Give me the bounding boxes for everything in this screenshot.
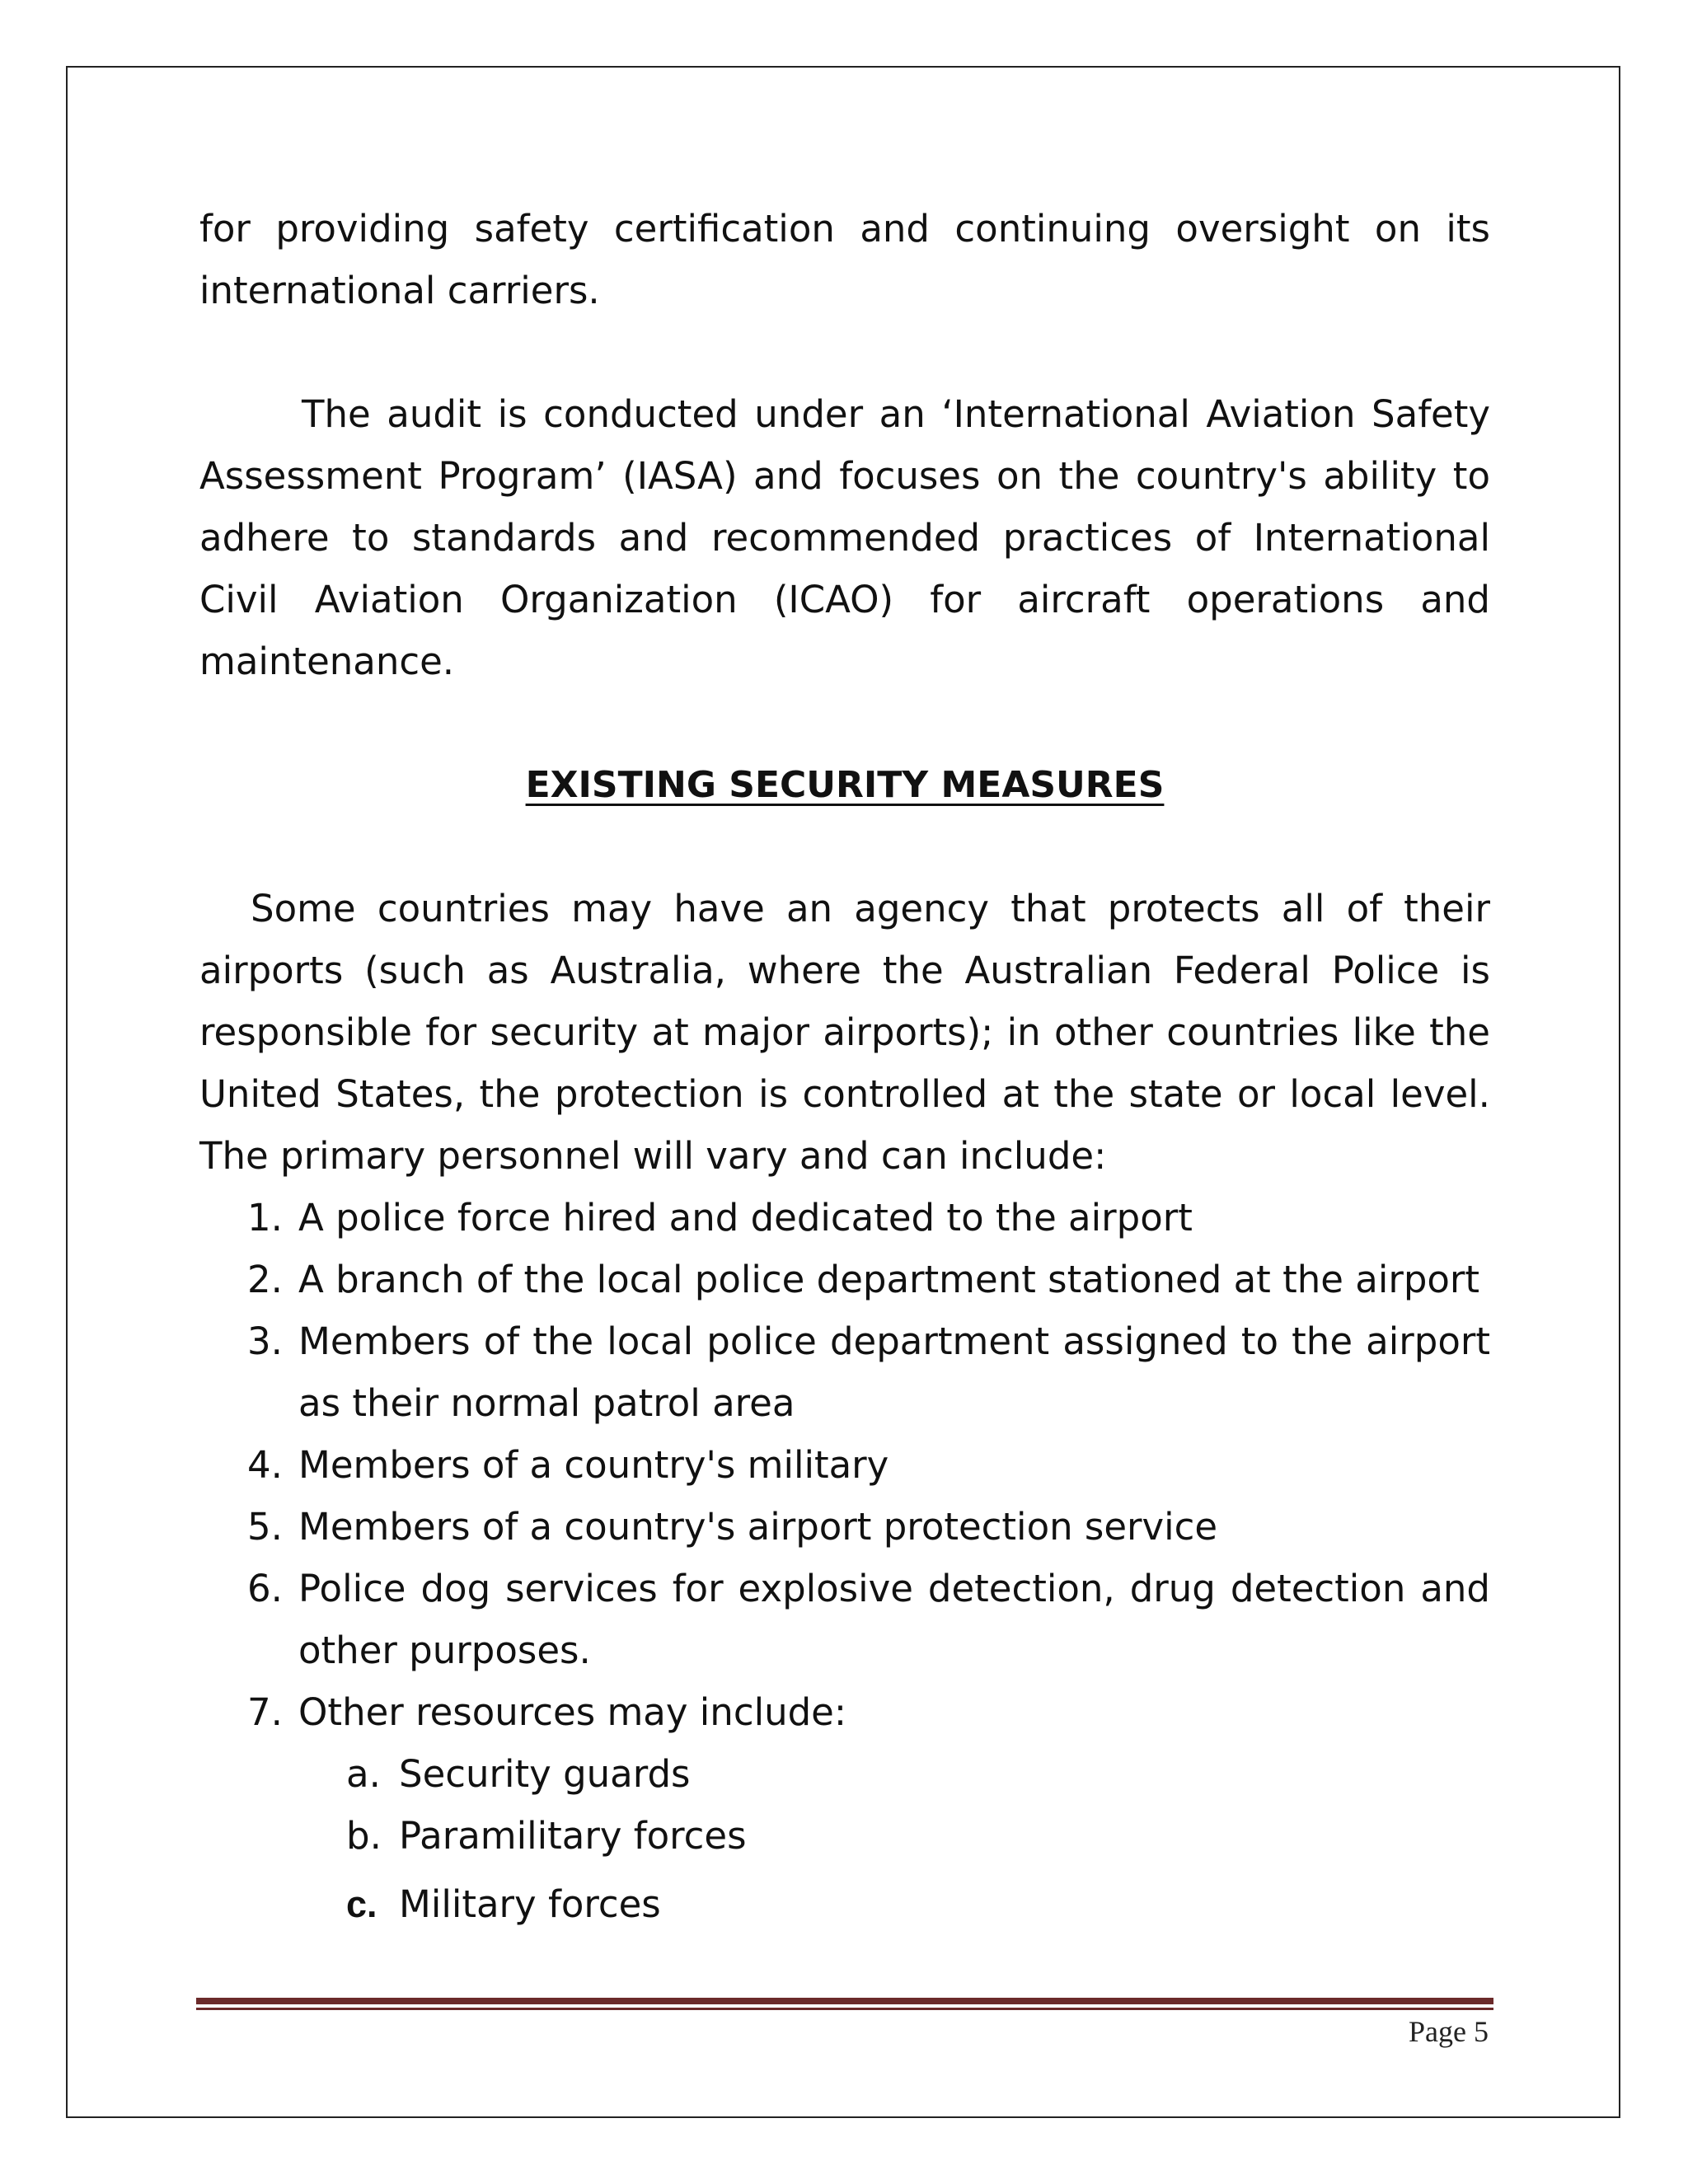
sub-list-item-text: Military forces <box>399 1882 661 1926</box>
list-item-number: 2. <box>247 1258 283 1301</box>
audit-paragraph: The audit is conducted under an ‘International Aviation Safety Assessment Program’ (IASA) and focuses on the country's ability to adhere to standards and recommended practices of International Civil Aviation Organization (ICAO) for aircraft operations and maintenance. <box>199 392 1490 683</box>
list-item <box>199 1310 1490 1434</box>
list-item-number: 6. <box>247 1567 283 1610</box>
page-number: Page 5 <box>1409 2015 1489 2048</box>
sub-list-item <box>199 1873 1490 1935</box>
list-item-text: A branch of the local police department stationed at the airport <box>298 1258 1480 1301</box>
list-item <box>199 1496 1490 1558</box>
list-item-number: 1. <box>247 1196 283 1240</box>
footer-rule-thick <box>196 1998 1493 2004</box>
footer-rule <box>196 1998 1493 2010</box>
sub-list-item-text: Security guards <box>399 1752 691 1796</box>
list-item <box>199 1558 1490 1681</box>
intro-paragraph: for providing safety certification and continuing oversight on its international carriers. <box>199 207 1490 312</box>
list-item-text: Police dog services for explosive detection, drug detection and other purposes. <box>298 1567 1490 1672</box>
other-resources-list <box>199 1743 1490 1935</box>
footer-rule-thin <box>196 2008 1493 2010</box>
security-paragraph: Some countries may have an agency that protects all of their airports (such as Australia, where the Australian Federal Police is responsible for security at major airports); in other countries like the United States, the protection is controlled at the state or local level. The primary personnel will vary and can include: <box>199 887 1490 1178</box>
list-item-number: 7. <box>247 1690 283 1734</box>
list-item-number: 5. <box>247 1505 283 1549</box>
list-item-number: 3. <box>247 1319 283 1363</box>
sub-list-item <box>199 1743 1490 1805</box>
list-item-text: Members of a country's airport protection service <box>298 1505 1218 1549</box>
sub-list-item-letter: b. <box>346 1814 382 1858</box>
paragraph-gap <box>199 816 1490 878</box>
paragraph-gap <box>199 321 1490 383</box>
sub-list-item-letter: c. <box>346 1883 377 1925</box>
list-item <box>199 1249 1490 1310</box>
section-heading: EXISTING SECURITY MEASURES <box>525 764 1165 806</box>
list-item <box>199 1681 1490 1743</box>
sub-list-item <box>199 1805 1490 1867</box>
page-content <box>199 198 1490 1935</box>
list-item-text: Other resources may include: <box>298 1690 847 1734</box>
sub-list-item-text: Paramilitary forces <box>399 1814 747 1858</box>
list-item-number: 4. <box>247 1443 283 1487</box>
sub-list-item-letter: a. <box>346 1752 381 1796</box>
list-item <box>199 1187 1490 1249</box>
list-item-text: A police force hired and dedicated to the airport <box>298 1196 1193 1240</box>
personnel-list <box>199 1187 1490 1743</box>
paragraph-gap <box>199 692 1490 754</box>
list-item <box>199 1434 1490 1496</box>
list-item-text: Members of the local police department assigned to the airport as their normal patrol area <box>298 1319 1490 1425</box>
list-item-text: Members of a country's military <box>298 1443 889 1487</box>
